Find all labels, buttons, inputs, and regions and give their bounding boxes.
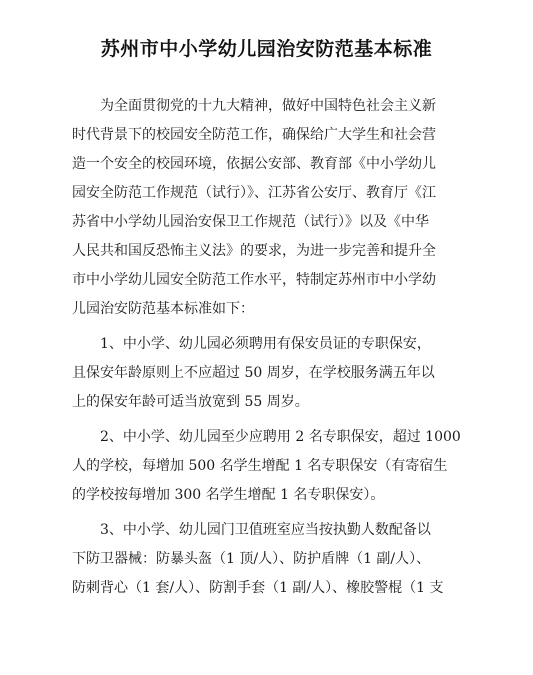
text-line: 3、中小学、幼儿园门卫值班室应当按执勤人数配备以 (100, 522, 431, 538)
text-line: 造一个安全的校园环境，依据公安部、教育部《中小学幼儿 (72, 156, 436, 172)
document-title: 苏州市中小学幼儿园治安防范基本标准 (100, 38, 433, 60)
document-body (72, 92, 472, 609)
text-line: 时代背景下的校园安全防范工作，确保给广大学生和社会营 (72, 127, 436, 143)
clause-3-paragraph (72, 516, 472, 603)
text-line: 1、中小学、幼儿园必须聘用有保安员证的专职保安， (100, 336, 431, 352)
text-line: 的学校按每增加 300 名学生增配 1 名专职保安）。 (72, 487, 385, 503)
text-line: 为全面贯彻党的十九大精神，做好中国特色社会主义新 (100, 98, 436, 114)
text-line: 2、中小学、幼儿园至少应聘用 2 名专职保安，超过 1000 (100, 429, 461, 445)
text-line: 苏省中小学幼儿园治安保卫工作规范（试行）》以及《中华 (72, 214, 429, 230)
text-line: 儿园治安防范基本标准如下： (72, 301, 254, 317)
intro-paragraph (72, 92, 472, 324)
text-line: 防刺背心（1 套/人）、防割手套（1 副/人）、橡胶警棍（1 支 (72, 580, 444, 596)
clause-2-paragraph (72, 423, 472, 510)
text-line: 下防卫器械：防暴头盔（1 顶/人）、防护盾牌（1 副/人）、 (72, 551, 431, 567)
clause-1-paragraph (72, 330, 472, 417)
text-line: 上的保安年龄可适当放宽到 55 周岁。 (72, 394, 309, 410)
text-line: 人民共和国反恐怖主义法》的要求，为进一步完善和提升全 (72, 243, 436, 259)
text-line: 人的学校，每增加 500 名学生增配 1 名专职保安（有寄宿生 (72, 458, 448, 474)
text-line: 园安全防范工作规范（试行）》、江苏省公安厅、教育厅《江 (72, 185, 436, 201)
text-line: 市中小学幼儿园安全防范工作水平，特制定苏州市中小学幼 (72, 272, 436, 288)
text-line: 且保安年龄原则上不应超过 50 周岁，在学校服务满五年以 (72, 365, 435, 381)
